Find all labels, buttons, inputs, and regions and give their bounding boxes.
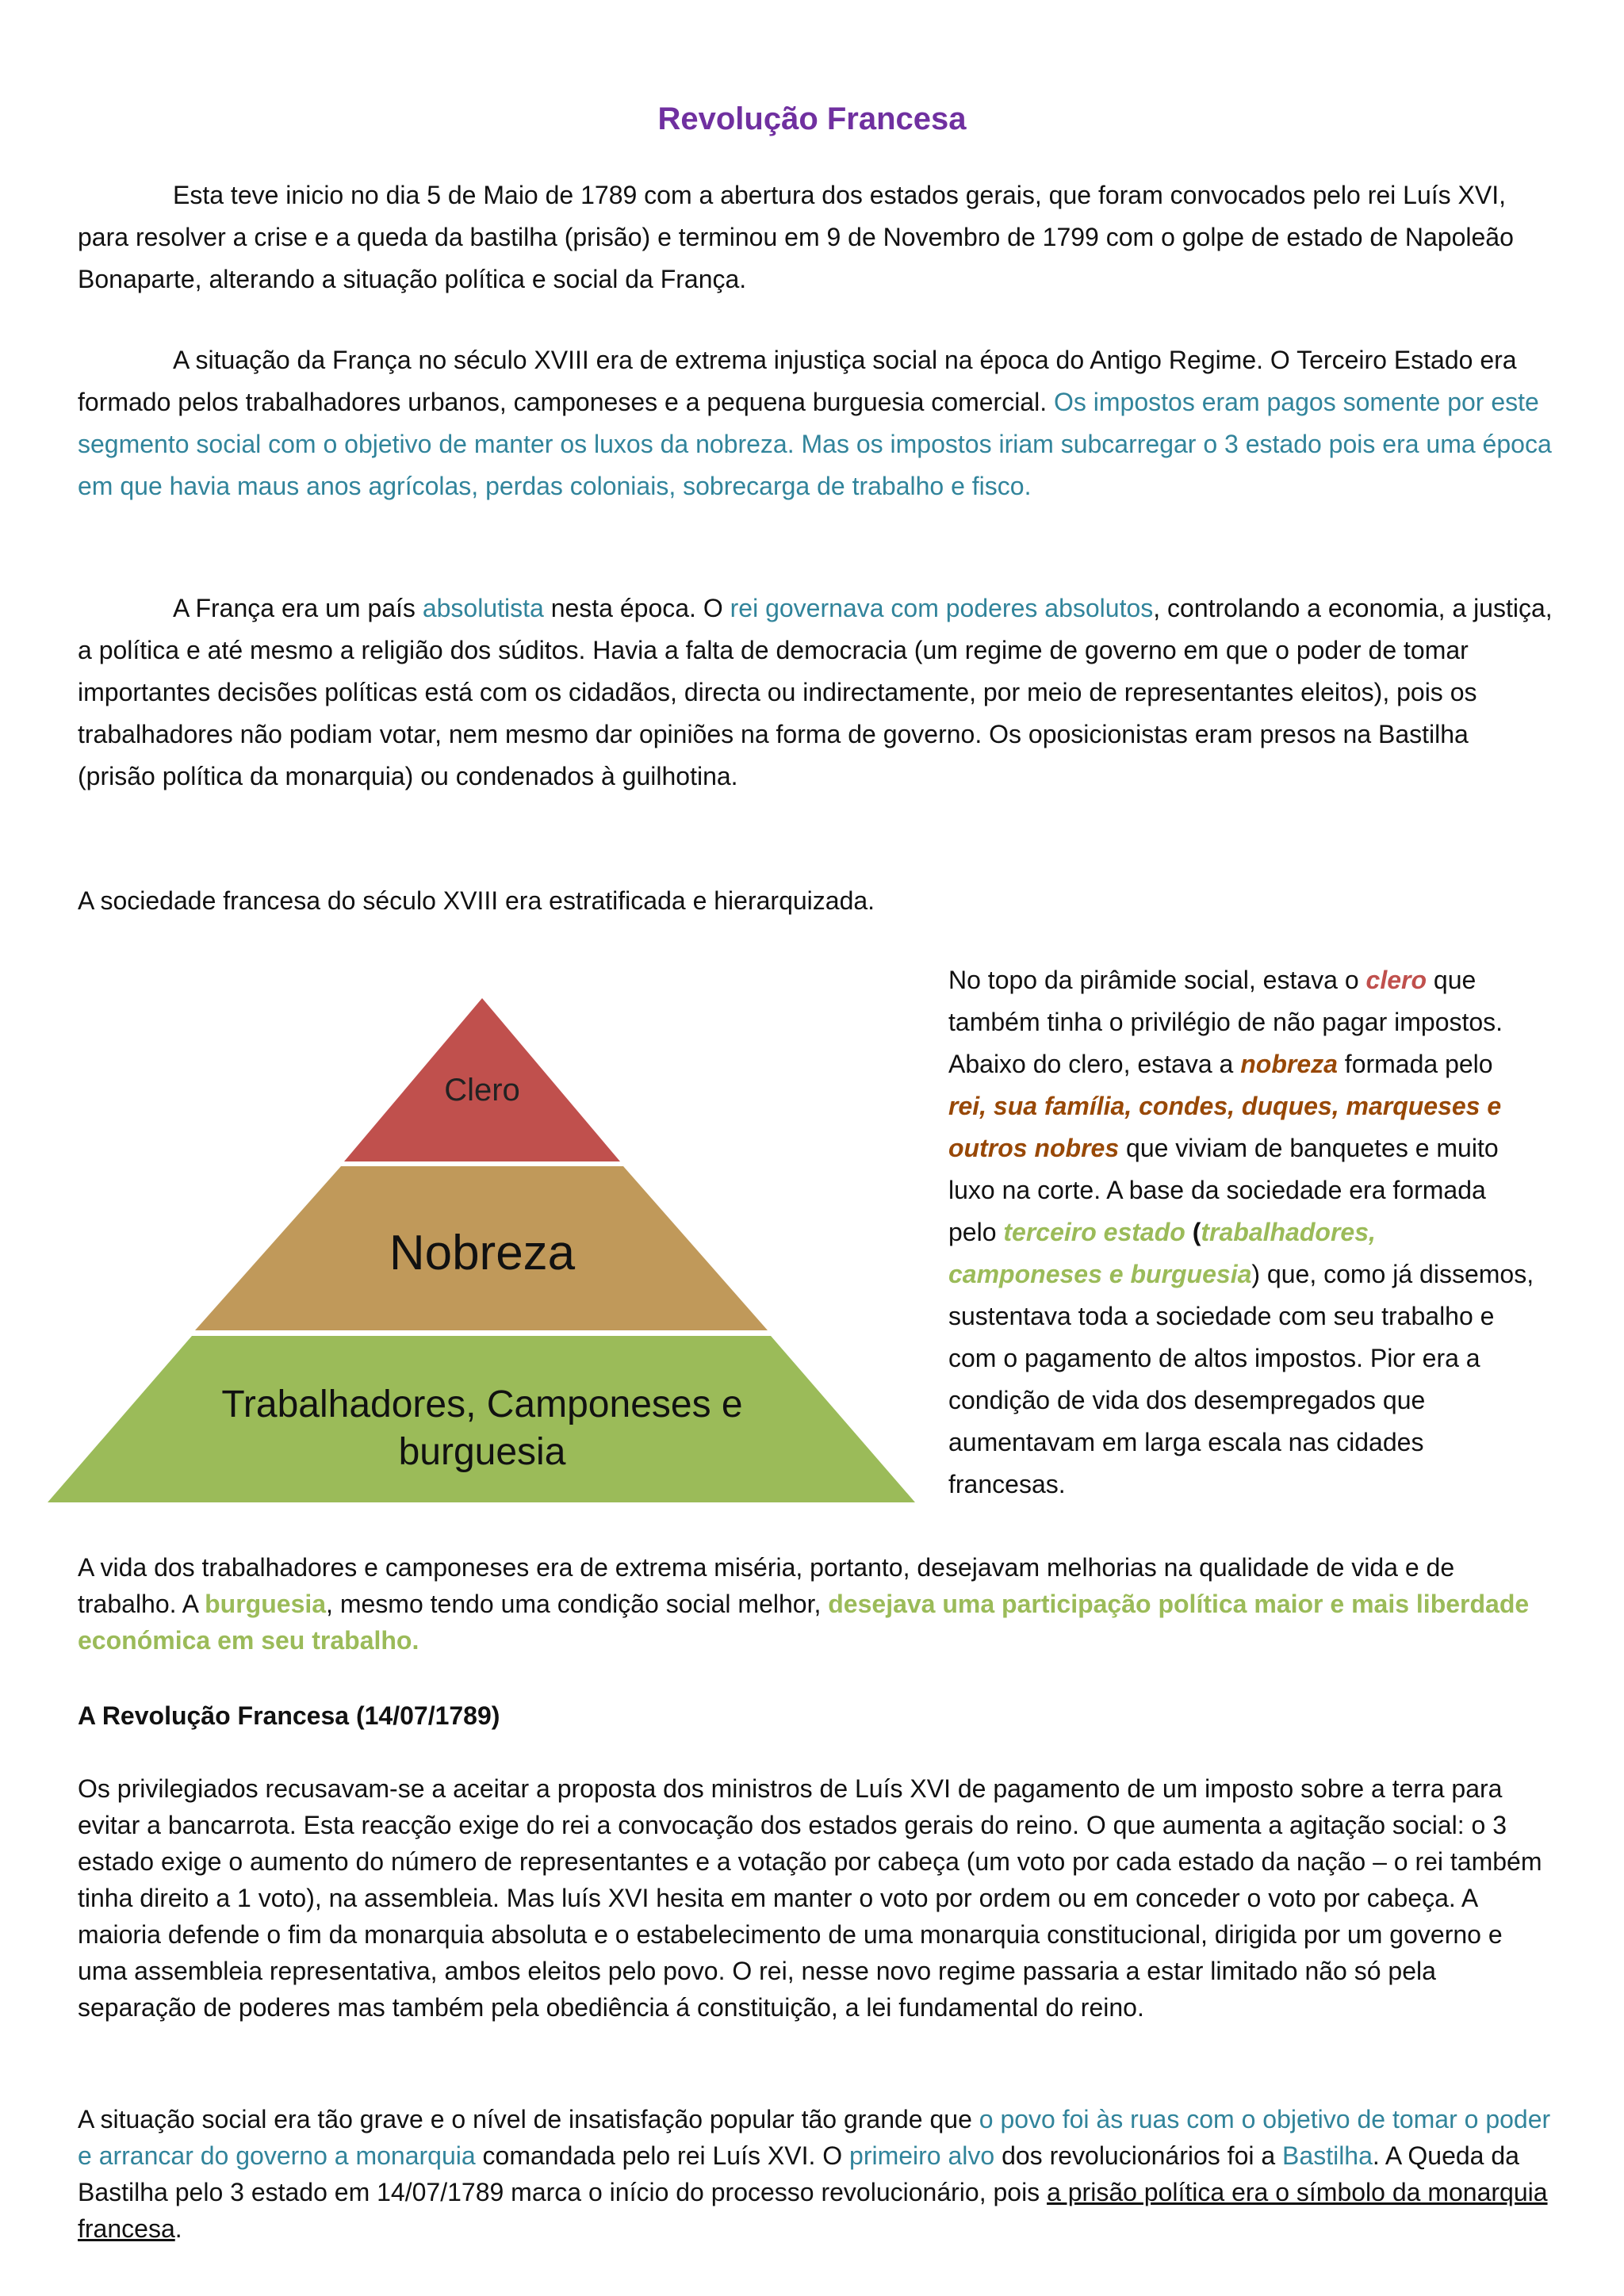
paragraph-text: ) que, como já dissemos, sustentava toda a sociedade com seu trabalho e com o pagamento de altos impostos. Pior era a condição de vida dos desempregados que aumentavam em larga escala nas cidades francesas. bbox=[948, 1260, 1534, 1498]
paragraph-text: . A Queda da Bastilha pelo 3 estado em 14/07/1789 marca o início do processo revolucionário, pois bbox=[78, 2141, 1519, 2206]
paragraph-absolutism bbox=[78, 587, 1553, 798]
paragraph-pyramid-description bbox=[948, 959, 1535, 1506]
paragraph-text: , controlando a economia, a justiça, a política e até mesmo a religião dos súditos. Havia a falta de democracia (um regime de governo em que o poder de tomar importantes decisões políticas está com os cidadãos, directa ou indirectamente, por meio de representantes eleitos), pois os trabalhadores não podiam votar, nem mesmo dar opiniões na forma de governo. Os oposicionistas eram presos na Bastilha (prisão política da monarquia) ou condenados à guilhotina. bbox=[78, 594, 1553, 790]
pyramid-label-bottom-line1: Trabalhadores, Camponeses e bbox=[221, 1383, 743, 1425]
paragraph-misery bbox=[78, 1549, 1553, 1659]
paragraph-text: nesta época. O bbox=[543, 594, 730, 622]
highlighted-text: nobreza bbox=[1240, 1050, 1338, 1078]
paragraph-text: que viviam de banquetes e muito luxo na corte. A base da sociedade era formada pelo bbox=[948, 1134, 1499, 1246]
paragraph-text: A França era um país bbox=[173, 594, 423, 622]
paragraph-privileged: Os privilegiados recusavam-se a aceitar a proposta dos ministros de Luís XVI de pagamento de um imposto sobre a terra para evitar a bancarrota. Esta reacção exige do rei a convocação dos estados gerais do reino. O que aumenta a agitação social: o 3 estado exige o aumento do número de representantes e a votação por cabeça (um voto por cada estado da nação – o rei também tinha direito a 1 voto), na assembleia. Mas luís XVI hesita em manter o voto por ordem ou em conceder o voto por cabeça. A maioria defende o fim da monarquia absoluta e o estabelecimento de uma monarquia constitucional, dirigida por um governo e uma assembleia representativa, ambos eleitos pelo povo. O rei, nesse novo regime passaria a estar limitado não só pela separação de poderes mas também pela obediência á constituição, a lei fundamental do reino. bbox=[78, 1774, 1542, 2022]
underlined-text: a prisão política era o símbolo da monarquia francesa bbox=[78, 2178, 1548, 2243]
paragraph-text: comandada pelo rei Luís XVI. O bbox=[475, 2141, 850, 2170]
paragraph-text: dos revolucionários foi a bbox=[994, 2141, 1283, 2170]
highlighted-text: rei governava com poderes absolutos bbox=[730, 594, 1154, 622]
paragraph-text: No topo da pirâmide social, estava o bbox=[948, 966, 1366, 994]
social-pyramid-diagram bbox=[48, 995, 920, 1510]
paragraph-text: que também tinha o privilégio de não pagar impostos. Abaixo do clero, estava a bbox=[948, 966, 1503, 1078]
highlighted-text: absolutista bbox=[422, 594, 544, 622]
highlighted-text: trabalhadores, camponeses e burguesia bbox=[948, 1218, 1376, 1288]
paragraph-text: . bbox=[174, 2214, 182, 2243]
highlighted-text: desejava uma participação política maior e mais liberdade económica em seu trabalho. bbox=[78, 1590, 1530, 1655]
paragraph-text: formada pelo bbox=[1337, 1050, 1493, 1078]
highlighted-text: burguesia bbox=[205, 1590, 327, 1618]
highlighted-text: o povo foi às ruas com o objetivo de tomar o poder e arrancar do governo a monarquia bbox=[78, 2105, 1551, 2170]
highlighted-text: rei, sua família, condes, duques, marqueses e outros nobres bbox=[948, 1092, 1502, 1162]
highlighted-text: Bastilha bbox=[1282, 2141, 1373, 2170]
highlighted-text: terceiro estado bbox=[1003, 1218, 1185, 1246]
paragraph-text: , mesmo tendo uma condição social melhor, bbox=[326, 1590, 829, 1618]
paragraph-bastille bbox=[78, 2101, 1553, 2247]
paragraph-text: ( bbox=[1185, 1218, 1201, 1246]
highlighted-text: Os impostos eram pagos somente por este segmento social com o objetivo de manter os luxos da nobreza. Mas os impostos iriam subcarregar o 3 estado pois era uma época em que havia maus anos agrícolas, perdas coloniais, sobrecarga de trabalho e fisco. bbox=[78, 388, 1552, 500]
pyramid-label-nobreza: Nobreza bbox=[389, 1226, 576, 1280]
page-title: Revolução Francesa bbox=[657, 101, 967, 136]
highlighted-text: clero bbox=[1365, 966, 1427, 994]
paragraph-intro: Esta teve inicio no dia 5 de Maio de 1789 com a abertura dos estados gerais, que foram convocados pelo rei Luís XVI, para resolver a crise e a queda da bastilha (prisão) e terminou em 9 de Novembro de 1799 com o golpe de estado de Napoleão Bonaparte, alterando a situação política e social da França. bbox=[78, 181, 1514, 293]
paragraph-social-situation bbox=[78, 339, 1553, 507]
pyramid-label-clero: Clero bbox=[444, 1073, 520, 1108]
paragraph-text: A situação da França no século XVIII era de extrema injustiça social na época do Antigo Regime. O Terceiro Estado era formado pelos trabalhadores urbanos, camponeses e a pequena burguesia comercial. bbox=[78, 346, 1517, 416]
paragraph-text: A vida dos trabalhadores e camponeses era de extrema miséria, portanto, desejavam melhorias na qualidade de vida e de trabalho. A bbox=[78, 1553, 1455, 1618]
paragraph-society: A sociedade francesa do século XVIII era estratificada e hierarquizada. bbox=[78, 886, 875, 915]
section-heading: A Revolução Francesa (14/07/1789) bbox=[78, 1701, 500, 1730]
pyramid-label-bottom-line2: burguesia bbox=[398, 1431, 566, 1473]
paragraph-text: A situação social era tão grave e o nível de insatisfação popular tão grande que bbox=[78, 2105, 979, 2133]
highlighted-text: primeiro alvo bbox=[849, 2141, 995, 2170]
